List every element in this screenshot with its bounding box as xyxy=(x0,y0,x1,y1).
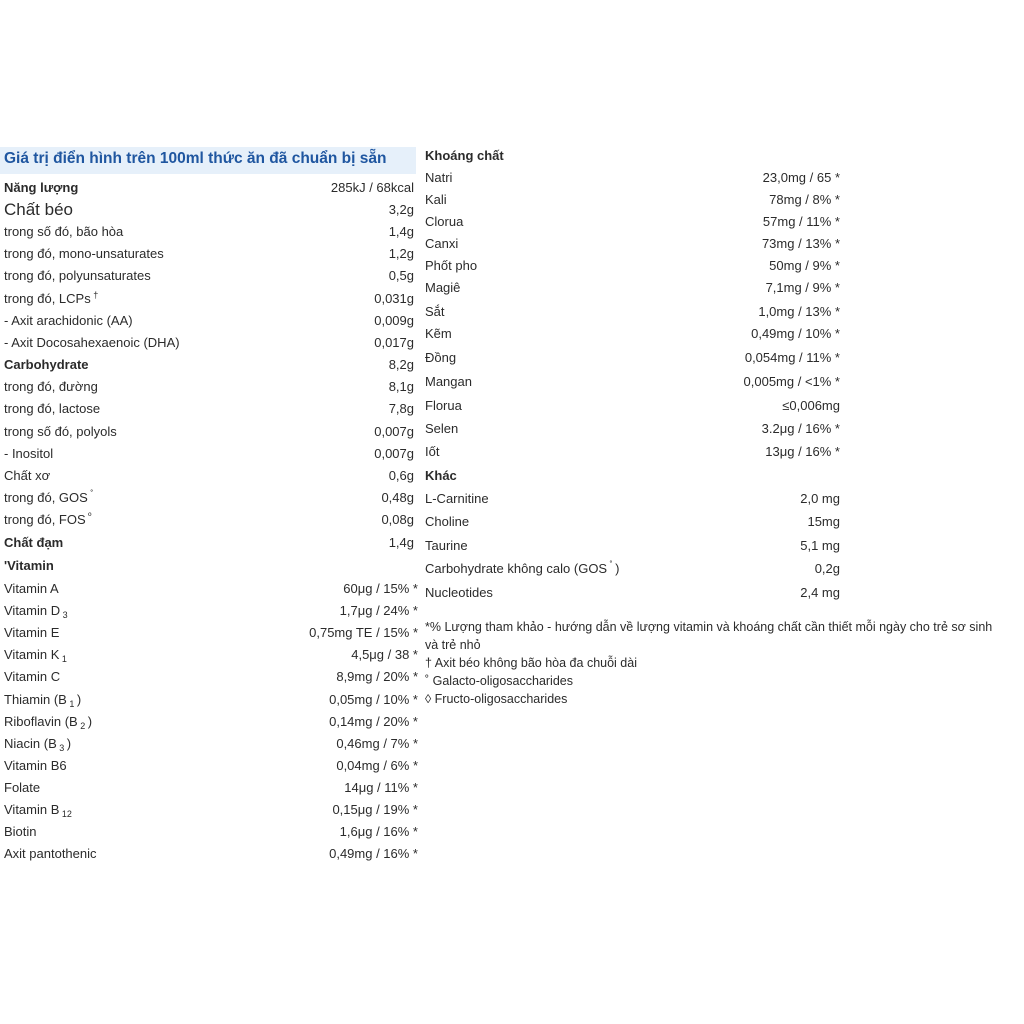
nutrient-row xyxy=(425,234,840,254)
nutrient-label: Iốt xyxy=(425,444,440,459)
nutrient-row xyxy=(4,667,418,687)
nutrient-label: 'Vitamin xyxy=(4,558,54,573)
nutrient-label: trong đó, mono-unsaturates xyxy=(4,246,164,261)
nutrient-label: Natri xyxy=(425,170,453,185)
nutrient-value: 0,08g xyxy=(381,512,414,527)
nutrient-row xyxy=(4,244,414,264)
nutrient-label: Selen xyxy=(425,421,459,436)
nutrient-label: Vitamin B $_{12}$ xyxy=(4,802,72,819)
nutrient-row xyxy=(4,377,414,397)
nutrient-label: Chất béo xyxy=(4,200,73,219)
nutrient-label: Mangan xyxy=(425,374,472,389)
nutrient-value: 0,49mg / 10% * xyxy=(751,326,840,341)
nutrient-value: 3,2g xyxy=(388,202,414,217)
nutrient-label: - Axit arachidonic (AA) xyxy=(4,313,133,328)
nutrient-row xyxy=(4,466,414,486)
nutrient-label: Chất xơ xyxy=(4,468,51,483)
nutrient-row xyxy=(4,488,414,508)
nutrient-value: 0,054mg / 11% * xyxy=(744,350,840,365)
nutrient-row xyxy=(4,200,414,220)
nutrient-row xyxy=(4,222,414,242)
nutrient-label: Florua xyxy=(425,398,462,413)
nutrient-label: trong đó, GOS ˚ xyxy=(4,489,94,505)
nutrient-label: Clorua xyxy=(425,214,464,229)
nutrient-value: 50mg / 9% * xyxy=(769,258,840,273)
nutrient-label: trong đó, đường xyxy=(4,379,98,394)
nutrient-value: 0,46mg / 7% * xyxy=(336,735,418,751)
nutrient-row xyxy=(4,399,414,419)
nutrient-row xyxy=(4,623,418,643)
nutrient-label: Canxi xyxy=(425,236,459,251)
nutrient-label: Khoáng chất xyxy=(425,148,504,163)
nutrient-value: 0,031g xyxy=(374,291,414,306)
nutrient-row xyxy=(4,355,414,375)
footnote-line: và trẻ nhỏ xyxy=(425,638,481,652)
nutrient-value: 2,0 mg xyxy=(800,491,840,506)
nutrient-row xyxy=(4,533,414,553)
nutrient-row xyxy=(4,266,414,286)
nutrient-label: Nucleotides xyxy=(425,585,493,600)
nutrient-label: trong đó, FOS $^º$ xyxy=(4,511,92,527)
nutrient-row xyxy=(4,690,418,710)
nutrient-label: Kẽm xyxy=(425,326,452,341)
nutrient-row xyxy=(425,489,840,509)
nutrient-label: Vitamin A xyxy=(4,581,59,596)
nutrient-row xyxy=(4,734,418,754)
nutrient-value: 0,75mg TE / 15% * xyxy=(309,625,418,641)
nutrient-label: Carbohydrate không calo (GOS ˚ ) xyxy=(425,560,620,576)
nutrient-row xyxy=(4,311,414,331)
nutrient-row xyxy=(4,444,414,464)
nutrient-value: 57mg / 11% * xyxy=(762,214,840,229)
nutrient-value: 1,4g xyxy=(388,535,414,550)
nutrient-row xyxy=(4,333,414,353)
nutrient-value: 285kJ / 68kcal xyxy=(330,180,414,195)
nutrient-label: trong đó, lactose xyxy=(4,401,101,416)
nutrient-row xyxy=(425,256,840,276)
nutrient-row xyxy=(425,512,840,532)
nutrient-value: 0,04mg / 6% * xyxy=(336,757,418,773)
footnote-line: *% Lượng tham khảo - hướng dẫn về lượng vitamin và khoáng chất cần thiết mỗi ngày cho trẻ sơ sinh xyxy=(425,620,993,634)
nutrient-label: Vitamin C xyxy=(4,669,61,685)
nutrient-value: 0,6g xyxy=(388,468,414,483)
nutrient-row xyxy=(425,302,840,322)
nutrient-row xyxy=(4,778,418,798)
nutrient-label: Chất đạm xyxy=(4,535,64,550)
nutrient-label: Axit pantothenic xyxy=(4,846,97,862)
nutrient-value: 0,009g xyxy=(374,313,414,328)
nutrient-label: - Axit Docosahexaenoic (DHA) xyxy=(4,335,180,350)
nutrient-label: Kali xyxy=(425,192,447,207)
nutrient-value: 13μg / 16% * xyxy=(765,444,840,459)
nutrient-label: Sắt xyxy=(425,304,445,319)
nutrient-label: Đồng xyxy=(425,350,457,365)
nutrient-row xyxy=(425,324,840,344)
nutrient-label: Phốt pho xyxy=(425,258,478,273)
nutrient-label: L-Carnitine xyxy=(425,491,489,506)
nutrient-row xyxy=(425,396,840,416)
nutrient-row xyxy=(4,844,418,864)
nutrient-value: 1,2g xyxy=(388,246,414,261)
nutrient-row xyxy=(425,583,840,603)
nutrient-value: 0,15μg / 19% * xyxy=(332,802,418,817)
nutrient-value: 0,49mg / 16% * xyxy=(329,846,418,862)
nutrient-label: Carbohydrate xyxy=(4,357,89,372)
nutrient-value: 5,1 mg xyxy=(800,538,840,553)
nutrient-row xyxy=(4,422,414,442)
nutrient-value: 0,017g xyxy=(374,335,414,350)
nutrient-row xyxy=(4,178,414,198)
nutrient-row xyxy=(4,510,414,530)
nutrient-label: Vitamin E xyxy=(4,625,60,641)
nutrient-value: 7,1mg / 9% * xyxy=(765,280,840,295)
nutrient-value: 15mg xyxy=(807,514,840,529)
nutrient-value: 1,7μg / 24% * xyxy=(339,603,418,619)
nutrient-value: 3.2μg / 16% * xyxy=(761,421,840,436)
nutrient-label: Vitamin B6 xyxy=(4,757,67,773)
nutrient-row xyxy=(425,372,840,392)
nutrient-row xyxy=(425,536,840,556)
footnote-line: ◊ Fructo-oligosaccharides xyxy=(425,692,568,706)
table-title: Giá trị điển hình trên 100ml thức ăn đã chuẩn bị sẵn xyxy=(4,150,387,167)
nutrient-value: 0,005mg / <1% * xyxy=(743,374,840,389)
nutrient-row xyxy=(425,168,840,188)
footnote-line: † Axit béo không bão hòa đa chuỗi dài xyxy=(425,656,637,670)
nutrient-value: 4,5μg / 38 * xyxy=(351,647,418,663)
nutrient-value: 2,4 mg xyxy=(800,585,840,600)
nutrient-value: 0,14mg / 20% * xyxy=(329,713,418,729)
nutrient-value: 1,6μg / 16% * xyxy=(339,824,418,840)
nutrient-value: 7,8g xyxy=(388,401,414,416)
nutrient-row xyxy=(425,348,840,368)
nutrient-label: trong số đó, polyols xyxy=(4,424,117,439)
nutrient-row xyxy=(425,146,840,166)
nutrient-label: Folate xyxy=(4,779,41,795)
nutrient-value: 78mg / 8% * xyxy=(769,192,840,207)
nutrient-row xyxy=(4,601,418,621)
nutrient-label: Vitamin K $_1$ xyxy=(4,647,67,665)
nutrient-value: 23,0mg / 65 * xyxy=(762,170,840,185)
nutrient-row xyxy=(4,556,414,576)
nutrient-label: Choline xyxy=(425,514,470,529)
nutrient-label: Magiê xyxy=(425,280,461,295)
nutrient-value: 0,007g xyxy=(374,424,414,439)
nutrient-label: Khác xyxy=(425,468,457,483)
nutrient-row xyxy=(425,212,840,232)
nutrient-value: 0,5g xyxy=(388,268,414,283)
nutrient-label: Năng lượng xyxy=(4,180,79,195)
nutrient-value: 0,48g xyxy=(381,490,414,505)
nutrient-row xyxy=(425,278,840,298)
nutrient-value: 1,0mg / 13% * xyxy=(758,304,840,319)
nutrient-label: Vitamin D $_3$ xyxy=(4,603,68,621)
nutrient-row xyxy=(4,645,418,665)
nutrient-value: 8,2g xyxy=(388,357,414,372)
nutrient-value: 8,1g xyxy=(388,379,414,394)
nutrient-row xyxy=(4,712,418,732)
nutrient-value: 14μg / 11% * xyxy=(344,779,418,795)
nutrient-row xyxy=(4,756,418,776)
nutrient-value: 0,05mg / 10% * xyxy=(329,691,418,707)
nutrient-row xyxy=(425,419,840,439)
nutrient-row xyxy=(425,442,840,462)
nutrient-row xyxy=(425,559,840,579)
nutrient-label: Niacin (B $_3$ ) xyxy=(4,735,72,753)
footnote-line: ˚ Galacto-oligosaccharides xyxy=(425,674,573,688)
nutrient-label: Taurine xyxy=(425,538,468,553)
nutrient-value: 60μg / 15% * xyxy=(343,581,418,596)
nutrient-label: - Inositol xyxy=(4,446,54,461)
nutrient-value: 8,9mg / 20% * xyxy=(336,669,418,685)
nutrient-label: Biotin xyxy=(4,824,37,840)
nutrient-label: trong đó, polyunsaturates xyxy=(4,268,151,283)
nutrient-label: Thiamin (B $_1$ ) xyxy=(4,691,82,709)
nutrient-row xyxy=(4,289,414,309)
nutrient-row xyxy=(4,800,418,820)
nutrient-row xyxy=(425,466,840,486)
nutrient-label: Riboflavin (B $_2$ ) xyxy=(4,713,93,731)
nutrient-row xyxy=(425,190,840,210)
nutrient-value: 0,007g xyxy=(374,446,414,461)
nutrient-value: 0,2g xyxy=(814,561,840,576)
nutrient-label: trong số đó, bão hòa xyxy=(4,224,124,239)
nutrient-row xyxy=(4,822,418,842)
nutrient-value: ≤0,006mg xyxy=(782,398,840,413)
nutrient-row xyxy=(4,579,418,599)
nutrient-label: trong đó, LCPs † xyxy=(4,290,99,306)
nutrient-value: 73mg / 13% * xyxy=(761,236,840,251)
nutrient-value: 1,4g xyxy=(388,224,414,239)
